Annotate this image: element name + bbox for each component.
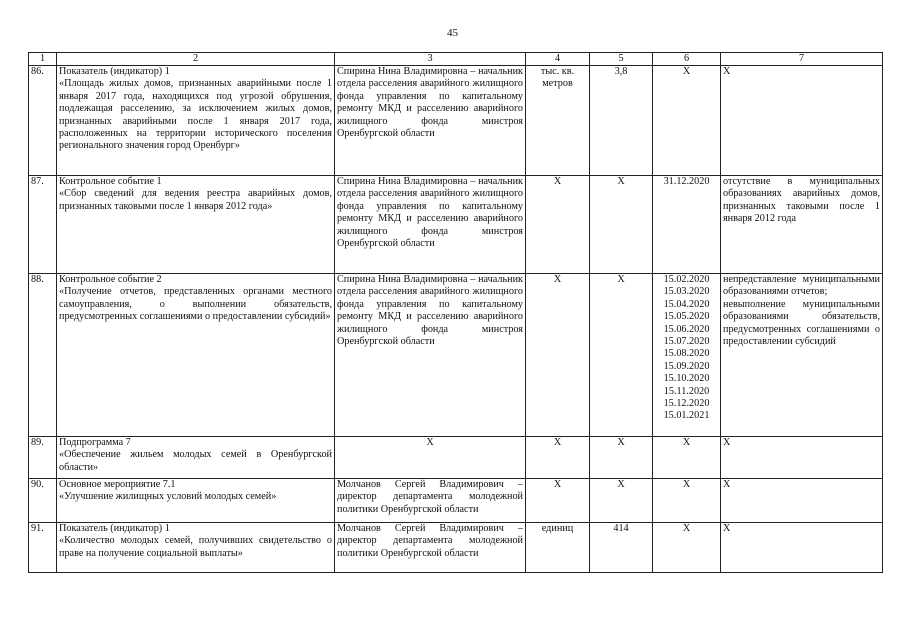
value-cell: X <box>590 176 653 274</box>
plan-table <box>28 52 883 573</box>
row-number: 88. <box>29 274 57 437</box>
column-header: 1 <box>29 53 57 66</box>
column-header: 7 <box>721 53 883 66</box>
row-number: 87. <box>29 176 57 274</box>
event-name-cell: Контрольное событие 2 «Получение отчетов, представленных органами местного самоуправления, о выполнении обязательств, предусмотренных соглашениями о предоставлении субсидий» <box>57 274 335 437</box>
responsible-cell: Спирина Нина Владимировна – начальник отдела расселения аварийного жилищного фонда управления по капитальному ремонту МКД и расселению аварийного жилищного фонда минстроя Оренбургской области <box>335 176 526 274</box>
column-header: 2 <box>57 53 335 66</box>
row-number: 86. <box>29 66 57 176</box>
unit-cell: тыс. кв. метров <box>526 66 590 176</box>
note-cell: отсутствие в муниципальных образованиях аварийных домов, признанных таковыми после 1 января 2012 года <box>721 176 883 274</box>
note-cell: непредставление муниципальными образованиями отчетов; невыполнение муниципальными образованиями обязательств, предусмотренных соглашениями о предоставлении субсидий <box>721 274 883 437</box>
row-number: 89. <box>29 437 57 479</box>
date-cell: 15.02.2020 15.03.2020 15.04.2020 15.05.2020 15.06.2020 15.07.2020 15.08.2020 15.09.2020 15.10.2020 15.11.2020 15.12.2020 15.01.2021 <box>653 274 721 437</box>
event-name-cell: Показатель (индикатор) 1 «Площадь жилых домов, признанных аварийными после 1 января 2017 года, находящихся под угрозой обрушения, подлежащая расселению, за исключением жилых домов, признанных аварийными после 1 января 2017 года, расположенных на территории исторического поселения регионального значения город Оренбург» <box>57 66 335 176</box>
responsible-cell: X <box>335 437 526 479</box>
date-cell: X <box>653 523 721 573</box>
date-cell: X <box>653 437 721 479</box>
unit-cell: X <box>526 479 590 523</box>
date-cell: X <box>653 66 721 176</box>
table-row <box>29 66 883 176</box>
table-row <box>29 479 883 523</box>
unit-cell: X <box>526 437 590 479</box>
unit-cell: единиц <box>526 523 590 573</box>
note-cell: X <box>721 66 883 176</box>
responsible-cell: Спирина Нина Владимировна – начальник отдела расселения аварийного жилищного фонда управления по капитальному ремонту МКД и расселению аварийного жилищного фонда минстроя Оренбургской области <box>335 66 526 176</box>
row-number: 90. <box>29 479 57 523</box>
page-number: 45 <box>447 27 458 39</box>
value-cell: X <box>590 479 653 523</box>
row-number: 91. <box>29 523 57 573</box>
responsible-cell: Спирина Нина Владимировна – начальник отдела расселения аварийного жилищного фонда управления по капитальному ремонту МКД и расселению аварийного жилищного фонда минстроя Оренбургской области <box>335 274 526 437</box>
value-cell: X <box>590 274 653 437</box>
responsible-cell: Молчанов Сергей Владимирович – директор департамента молодежной политики Оренбургской области <box>335 479 526 523</box>
unit-cell: X <box>526 176 590 274</box>
event-name-cell: Подпрограмма 7 «Обеспечение жильем молодых семей в Оренбургской области» <box>57 437 335 479</box>
event-name-cell: Основное мероприятие 7.1 «Улучшение жилищных условий молодых семей» <box>57 479 335 523</box>
table-row <box>29 523 883 573</box>
table-row <box>29 437 883 479</box>
responsible-cell: Молчанов Сергей Владимирович – директор департамента молодежной политики Оренбургской области <box>335 523 526 573</box>
column-header: 6 <box>653 53 721 66</box>
table-row <box>29 176 883 274</box>
value-cell: 414 <box>590 523 653 573</box>
value-cell: 3,8 <box>590 66 653 176</box>
date-cell: 31.12.2020 <box>653 176 721 274</box>
table-row <box>29 274 883 437</box>
column-header: 3 <box>335 53 526 66</box>
column-header: 5 <box>590 53 653 66</box>
event-name-cell: Контрольное событие 1 «Сбор сведений для ведения реестра аварийных домов, признанных таковыми после 1 января 2012 года» <box>57 176 335 274</box>
column-header: 4 <box>526 53 590 66</box>
note-cell: X <box>721 523 883 573</box>
note-cell: X <box>721 479 883 523</box>
note-cell: X <box>721 437 883 479</box>
value-cell: X <box>590 437 653 479</box>
date-cell: X <box>653 479 721 523</box>
unit-cell: X <box>526 274 590 437</box>
column-number-row <box>29 53 883 66</box>
event-name-cell: Показатель (индикатор) 1 «Количество молодых семей, получивших свидетельство о праве на получение социальной выплаты» <box>57 523 335 573</box>
